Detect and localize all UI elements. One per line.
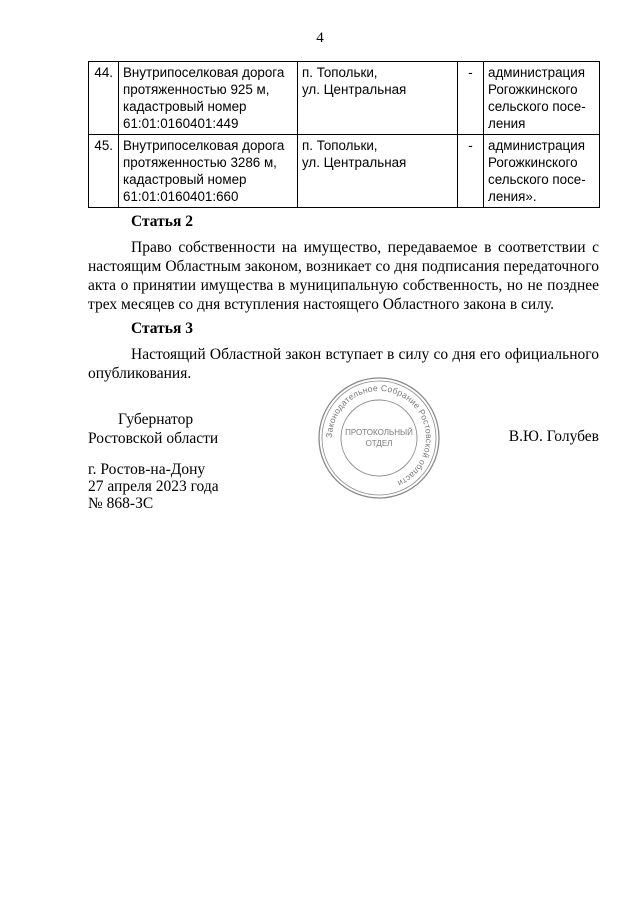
- row-location: [298, 62, 458, 135]
- location-line: п. Топольки,: [302, 65, 378, 80]
- location-line: ул. Центральная: [302, 82, 407, 97]
- date: 27 апреля 2023 года: [88, 478, 219, 495]
- property-table: [88, 61, 600, 208]
- article-3-title: Статья 3: [131, 320, 193, 337]
- row-number: 44.: [89, 62, 119, 135]
- row-number: 45.: [89, 135, 119, 208]
- owner-line: сельского посе-: [488, 99, 586, 114]
- row-dash: -: [458, 62, 484, 135]
- description-line: 61:01:0160401:660: [123, 189, 239, 204]
- location-line: ул. Центральная: [302, 155, 407, 170]
- row-description: [119, 62, 298, 135]
- row-location: [298, 135, 458, 208]
- page-number: 4: [316, 30, 324, 46]
- owner-line: сельского посе-: [488, 172, 586, 187]
- owner-line: ления».: [488, 189, 537, 204]
- city: г. Ростов-на-Дону: [88, 461, 206, 478]
- description-line: Внутрипоселковая дорога: [123, 65, 285, 80]
- article-2-title: Статья 2: [131, 213, 193, 230]
- owner-line: ления: [488, 116, 526, 131]
- signer-title: [88, 410, 228, 448]
- paragraph-line: акта о принятии имущества в муниципальную собственность, но не позднее: [88, 277, 599, 294]
- description-line: 61:01:0160401:449: [123, 116, 239, 131]
- law-number: № 868-ЗС: [88, 495, 154, 512]
- owner-line: Рогожкинского: [488, 155, 578, 170]
- row-dash: -: [458, 135, 484, 208]
- official-seal: [316, 375, 442, 501]
- seal-center-line: ПРОТОКОЛЬНЫЙ: [345, 428, 413, 437]
- description-line: кадастровый номер: [123, 172, 247, 187]
- table-row: [89, 62, 600, 135]
- description-line: кадастровый номер: [123, 99, 247, 114]
- row-description: [119, 135, 298, 208]
- signer-name: В.Ю. Голубев: [508, 428, 599, 445]
- place-date-number: [88, 461, 219, 512]
- owner-line: Рогожкинского: [488, 82, 578, 97]
- description-line: протяженностью 3286 м,: [123, 155, 277, 170]
- owner-line: администрация: [488, 138, 585, 153]
- paragraph-line: опубликования.: [88, 365, 192, 382]
- paragraph-line: Право собственности на имущество, передаваемое в соответствии с: [131, 239, 599, 256]
- signer-title-line: Губернатор: [118, 411, 194, 428]
- signer-title-line: Ростовской области: [88, 430, 219, 447]
- article-2-body: [88, 238, 599, 314]
- paragraph-line: трех месяцев со дня вступления настоящего Областного закона в силу.: [88, 296, 555, 313]
- description-line: протяженностью 925 м,: [123, 82, 270, 97]
- row-owner: [484, 135, 600, 208]
- table-row: [89, 135, 600, 208]
- owner-line: администрация: [488, 65, 585, 80]
- paragraph-line: настоящим Областным законом, возникает со дня подписания передаточного: [88, 258, 599, 275]
- location-line: п. Топольки,: [302, 138, 378, 153]
- paragraph-line: Настоящий Областной закон вступает в силу со дня его официального: [131, 346, 599, 363]
- seal-ring-text: Законодательное Собрание Ростовской области: [323, 382, 435, 489]
- description-line: Внутрипоселковая дорога: [123, 138, 285, 153]
- seal-center-line: ОТДЕЛ: [365, 439, 393, 448]
- row-owner: [484, 62, 600, 135]
